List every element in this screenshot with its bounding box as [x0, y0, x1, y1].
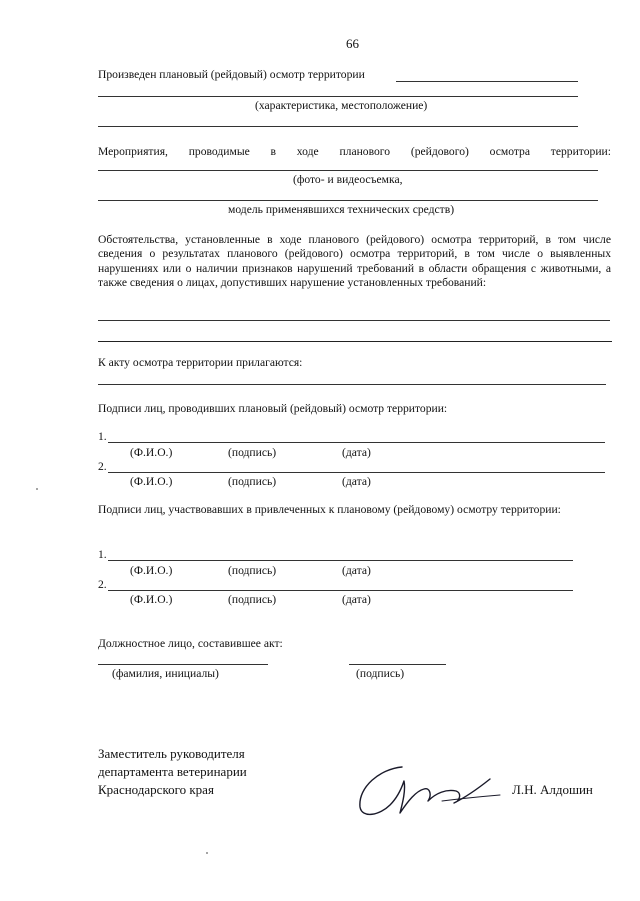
inspector-fio-caption: (Ф.И.О.): [130, 475, 173, 488]
handwritten-signature: [350, 757, 510, 827]
circumstances-text: Обстоятельства, установленные в ходе планового (рейдового) осмотра территорий, в том числе сведения о результатах планового (рейдового) осмотра территорий, в том числе о выявленных нарушениях или о наличии признаков нарушений требований в области обращения с животными, а также сведения о лицах, допустивших нарушение установленных требований:: [98, 233, 611, 290]
page-number: 66: [346, 36, 359, 51]
inspector-sign-caption: (подпись): [228, 475, 277, 488]
inspection-caption: (характеристика, местоположение): [255, 99, 428, 112]
participant-row-number: 1.: [98, 548, 107, 561]
measures-word: в: [270, 145, 277, 158]
inspection-label: Произведен плановый (рейдовый) осмотр территории: [98, 68, 365, 81]
inspector-date-caption: (дата): [342, 475, 371, 488]
participant-fio-caption: (Ф.И.О.): [130, 564, 173, 577]
inspection-line-2: [98, 96, 578, 97]
measures-word: осмотра: [489, 145, 531, 158]
signatory-name: Л.Н. Алдошин: [512, 782, 593, 797]
participant-row-line: [108, 590, 573, 591]
inspectors-heading: Подписи лиц, проводивших плановый (рейдовый) осмотр территории:: [98, 402, 448, 415]
inspector-row-line: [108, 472, 605, 473]
measures-word: территории:: [550, 145, 611, 158]
participant-sign-caption: (подпись): [228, 593, 277, 606]
participant-fio-caption: (Ф.И.О.): [130, 593, 173, 606]
participant-sign-caption: (подпись): [228, 564, 277, 577]
participant-row-number: 2.: [98, 578, 107, 591]
measures-word: проводимые: [188, 145, 250, 158]
inspection-fill-line: [396, 81, 578, 82]
measures-word: Мероприятия,: [98, 145, 168, 158]
signatory-line-3: Краснодарского края: [98, 782, 214, 797]
inspector-row-number: 2.: [98, 460, 107, 473]
inspector-sign-caption: (подпись): [228, 446, 277, 459]
inspector-fio-caption: (Ф.И.О.): [130, 446, 173, 459]
official-sign-line: [349, 664, 446, 665]
scan-speck: [36, 488, 38, 490]
participant-row-line: [108, 560, 573, 561]
measures-heading: [98, 145, 611, 159]
measures-word: (рейдового): [410, 145, 469, 158]
official-name-line: [98, 664, 268, 665]
measures-line-1: [98, 170, 598, 171]
measures-caption-1: (фото- и видеосъемка,: [293, 173, 403, 186]
measures-word: планового: [339, 145, 391, 158]
measures-line-2: [98, 200, 598, 201]
measures-word: ходе: [296, 145, 319, 158]
attachments-label: К акту осмотра территории прилагаются:: [98, 356, 303, 369]
participants-heading: Подписи лиц, участвовавших в привлеченных к плановому (рейдовому) осмотру территории:: [98, 503, 561, 516]
inspection-line-3: [98, 126, 578, 127]
official-sign-caption: (подпись): [356, 667, 405, 680]
official-label: Должностное лицо, составившее акт:: [98, 637, 283, 650]
circumstances-line-2: [98, 341, 612, 342]
participant-date-caption: (дата): [342, 593, 371, 606]
official-name-caption: (фамилия, инициалы): [112, 667, 219, 680]
measures-caption-2: модель применявшихся технических средств): [228, 203, 455, 216]
circumstances-line-1: [98, 320, 610, 321]
signatory-line-2: департамента ветеринарии: [98, 764, 247, 779]
attachments-line: [98, 384, 606, 385]
inspector-row-number: 1.: [98, 430, 107, 443]
inspector-date-caption: (дата): [342, 446, 371, 459]
inspector-row-line: [108, 442, 605, 443]
participant-date-caption: (дата): [342, 564, 371, 577]
signatory-line-1: Заместитель руководителя: [98, 746, 245, 761]
scan-speck: [206, 852, 208, 854]
